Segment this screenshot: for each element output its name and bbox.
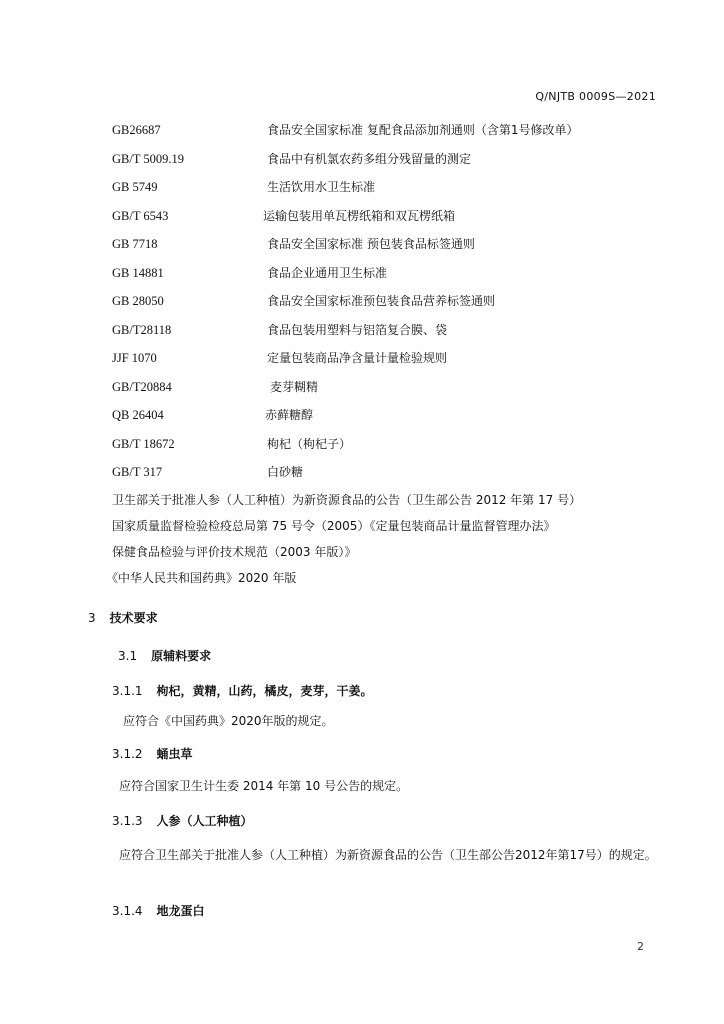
reference-title: 白砂糖 [267, 465, 304, 479]
reference-code: GB 14881 [112, 265, 164, 280]
clause-number: 3.1.1 [112, 684, 143, 698]
reference-code: GB/T 5009.19 [112, 151, 184, 166]
document-code: Q/NJTB 0009S—2021 [535, 90, 656, 103]
section-title: 原辅料要求 [151, 649, 212, 663]
reference-title: 食品安全国家标准 预包装食品标签通则 [267, 237, 475, 251]
reference-title: 食品包装用塑料与铝箔复合膜、袋 [267, 322, 448, 337]
clause-heading [112, 812, 253, 829]
clause-number: 3.1.3 [112, 814, 143, 828]
reference-row [112, 406, 672, 435]
reference-row [112, 349, 672, 378]
clause-text: 应符合卫生部关于批准人参（人工种植）为新资源食品的公告（卫生部公告2012年第17号）的规定。 [119, 848, 657, 862]
clause-heading [112, 682, 373, 699]
normative-references-list [112, 121, 672, 492]
reference-row [112, 207, 672, 236]
reference-row [112, 150, 672, 179]
reference-note: 保健食品检验与评价技术规范（2003 年版）》 [112, 545, 357, 559]
reference-title: 生活饮用水卫生标准 [267, 180, 376, 194]
reference-code: GB 5749 [112, 180, 158, 194]
clause-title: 枸杞，黄精，山药，橘皮，麦芽，干姜。 [156, 684, 373, 698]
section-number: 3.1 [118, 649, 138, 663]
subsection-heading [118, 647, 211, 664]
reference-code: GB 28050 [112, 294, 164, 308]
reference-title: 食品中有机氯农药多组分残留量的测定 [267, 151, 472, 166]
section-title: 技术要求 [109, 611, 158, 625]
page-number: 2 [637, 940, 644, 953]
reference-code: GB/T 317 [112, 465, 163, 479]
reference-code: GB/T 18672 [112, 436, 175, 451]
clause-title: 蛹虫草 [156, 747, 193, 761]
reference-row [112, 264, 672, 293]
clause-title: 地龙蛋白 [156, 904, 205, 918]
reference-title: 食品安全国家标准 复配食品添加剂通则（含第1号修改单） [267, 123, 579, 137]
reference-row [112, 321, 672, 350]
reference-note: 卫生部关于批准人参（人工种植）为新资源食品的公告（卫生部公告 2012 年第 17 号） [112, 493, 582, 507]
reference-title: 定量包装商品净含量计量检验规则 [267, 351, 448, 365]
clause-heading [112, 902, 205, 919]
reference-row [112, 121, 672, 150]
clause-text: 应符合《中国药典》2020年版的规定。 [123, 714, 334, 728]
reference-title: 食品企业通用卫生标准 [267, 265, 388, 280]
reference-title: 食品安全国家标准预包装食品营养标签通则 [267, 294, 496, 308]
clause-heading [112, 745, 193, 762]
reference-code: GB26687 [112, 123, 161, 137]
reference-code: GB 7718 [112, 237, 158, 251]
reference-title: 赤藓糖醇 [265, 408, 314, 422]
section-number: 3 [88, 611, 96, 625]
reference-code: GB/T 6543 [112, 208, 169, 223]
section-heading [88, 609, 158, 626]
clause-number: 3.1.4 [112, 904, 143, 918]
reference-code: JJF 1070 [112, 351, 157, 365]
clause-title: 人参（人工种植） [156, 814, 253, 828]
reference-code: GB/T28118 [112, 322, 172, 337]
reference-title: 枸杞（枸杞子） [267, 436, 352, 451]
reference-row [112, 292, 672, 321]
reference-note: 国家质量监督检验检疫总局第 75 号令（2005）《定量包装商品计量监督管理办法》 [112, 519, 556, 533]
additional-references [106, 491, 672, 595]
reference-note: 《中华人民共和国药典》2020 年版 [106, 571, 297, 585]
reference-code: QB 26404 [112, 408, 164, 422]
reference-row [112, 378, 672, 407]
reference-title: 运输包装用单瓦楞纸箱和双瓦楞纸箱 [263, 208, 456, 223]
reference-row [112, 435, 672, 464]
clause-number: 3.1.2 [112, 747, 143, 761]
reference-row [112, 463, 672, 492]
reference-row [112, 178, 672, 207]
clause-text: 应符合国家卫生计生委 2014 年第 10 号公告的规定。 [119, 779, 409, 793]
reference-code: GB/T20884 [112, 379, 172, 394]
reference-row [112, 235, 672, 264]
reference-title: 麦芽糊精 [270, 379, 319, 394]
